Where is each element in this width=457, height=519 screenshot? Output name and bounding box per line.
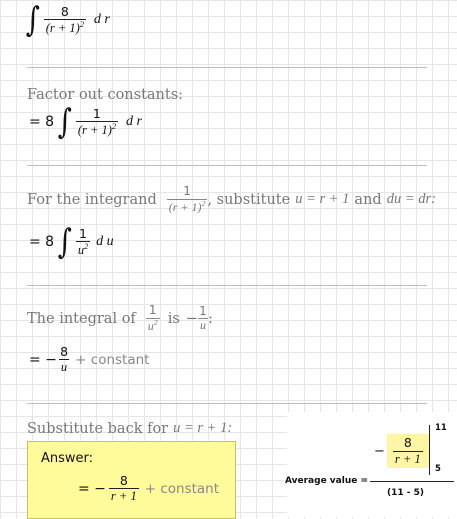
integrand-fraction	[167, 185, 208, 215]
divider	[27, 285, 427, 286]
equals-prefix: = −	[29, 351, 57, 368]
divider	[27, 403, 427, 404]
denominator: $u^2$	[147, 317, 158, 333]
differential: d u	[96, 234, 114, 249]
upper-limit: 11	[435, 423, 447, 433]
numerator: 1	[199, 303, 207, 318]
label-text: :	[207, 310, 213, 327]
average-value-panel	[287, 412, 457, 517]
numerator: 8	[119, 473, 128, 488]
integral-result	[29, 345, 149, 375]
denominator: u	[60, 360, 68, 375]
result-sign: −	[185, 310, 198, 327]
answer-box	[27, 441, 236, 519]
average-numerator	[372, 428, 431, 474]
denominator: u	[199, 318, 206, 333]
label-text: The integral of	[27, 310, 136, 327]
lower-limit: 5	[435, 464, 441, 474]
divider	[27, 165, 427, 166]
u-substitution: u = r + 1	[295, 191, 350, 208]
numerator: 1	[148, 303, 157, 317]
differential: d r	[93, 12, 110, 27]
numerator: 8	[403, 435, 412, 451]
numerator: 1	[183, 184, 191, 198]
divider	[27, 67, 427, 68]
main-fraction-bar	[370, 481, 454, 482]
step-label-integral-of	[27, 304, 213, 334]
result-fraction	[59, 345, 69, 375]
integral-sign-icon: ∫	[57, 222, 73, 262]
integral-sign-icon: ∫	[25, 0, 40, 40]
integral-sign-icon: ∫	[57, 102, 73, 142]
integrand-fraction	[44, 5, 86, 36]
denominator: $(r + 1)^2$	[168, 198, 206, 214]
constant-term: + constant	[144, 480, 220, 497]
du-substitution: du = dr:	[386, 191, 436, 208]
minus-sign: −	[374, 443, 385, 459]
label-text: Substitute back for	[27, 420, 169, 437]
interval-length: (11 - 5)	[387, 488, 425, 498]
evaluation-bar	[429, 425, 430, 475]
denominator: $(r + 1)^2$	[45, 19, 84, 36]
label-text: and	[354, 191, 382, 208]
integrand-fraction	[76, 227, 90, 258]
equals-prefix: = 8	[29, 234, 55, 250]
average-label: Average value =	[285, 476, 369, 486]
average-fraction	[387, 434, 429, 468]
integrand-fraction	[76, 107, 118, 138]
denominator: $u^2$	[77, 241, 89, 258]
constant-term: + constant	[75, 351, 150, 368]
result-fraction	[198, 305, 208, 334]
integrand-fraction	[146, 304, 160, 334]
denominator: r + 1	[394, 451, 421, 466]
denominator: r + 1	[110, 489, 137, 504]
original-integral	[24, 0, 110, 40]
answer-expression	[78, 474, 219, 504]
differential: d r	[126, 114, 142, 129]
equals-prefix: = 8	[29, 114, 55, 130]
step-label-substitute-back	[27, 420, 232, 437]
answer-fraction	[109, 474, 139, 504]
numerator: 8	[60, 3, 69, 19]
back-substitution: u = r + 1:	[173, 420, 233, 436]
label-text: For the integrand	[27, 191, 157, 208]
answer-title: Answer:	[41, 451, 94, 466]
label-text: , substitute	[207, 191, 291, 208]
numerator: 1	[92, 105, 101, 121]
numerator: 1	[78, 225, 87, 241]
denominator: $(r + 1)^2$	[77, 121, 116, 138]
label-text: is	[167, 310, 180, 327]
substituted-integral	[29, 222, 114, 262]
step-label-substitute	[27, 185, 436, 215]
numerator: 8	[60, 344, 69, 359]
equals-prefix: = −	[78, 480, 106, 497]
step-label-factor: Factor out constants:	[27, 87, 184, 103]
factored-integral	[29, 102, 142, 142]
